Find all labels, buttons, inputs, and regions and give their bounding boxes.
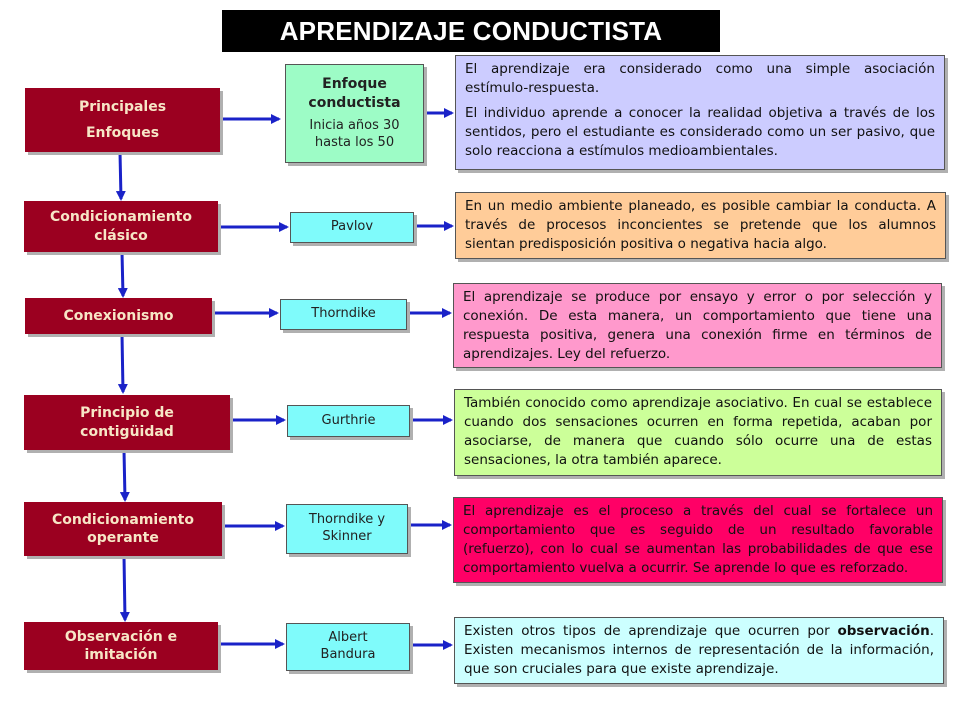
author-gurthrie — [287, 405, 410, 437]
enfoque-conductista-box — [285, 64, 424, 163]
concept-label: operante — [87, 530, 159, 546]
desc-condicionamiento-clasico — [455, 192, 946, 259]
desc-text: En un medio ambiente planeado, es posible cambiar la conducta. A través de procesos inconcientes se pretende que los alumnos sientan predisposición positiva o negativa hacia algo. — [465, 198, 936, 252]
author-label: Albert Bandura — [320, 630, 376, 662]
concept-label: Condicionamiento — [50, 209, 192, 226]
desc-text-post: . Existen mecanismos internos de representación de la información, que son cruciales para que existe aprendizaje. — [464, 623, 934, 677]
page-title: APRENDIZAJE CONDUCTISTA — [222, 10, 720, 52]
desc-text: El aprendizaje se produce por ensayo y error o por selección y conexión. De esta manera, un comportamiento que tiene una respuesta positiva, genera una conexión firme en términos de aprendizajes. Ley del refuerzo. — [463, 289, 932, 362]
enfoque-period: Inicia años 30 hasta los 50 — [309, 117, 400, 150]
concept-label: imitación — [84, 647, 158, 663]
desc-text-pre: Existen otros tipos de aprendizaje que ocurren por — [464, 623, 838, 639]
concept-principales-enfoques — [25, 88, 220, 152]
concept-principio-contiguidad — [24, 395, 230, 450]
author-albert-bandura — [286, 623, 410, 671]
concept-condicionamiento-clasico — [24, 201, 218, 252]
desc-paragraph: El aprendizaje era considerado como una simple asociación estímulo-respuesta. — [465, 61, 935, 96]
enfoque-heading: Enfoque conductista — [308, 76, 401, 111]
concept-label: Condicionamiento — [52, 511, 194, 528]
desc-paragraph: El individuo aprende a conocer la realidad objetiva a través de los sentidos, pero el estudiante es considerado como un ser pasivo, que solo reacciona a estímulos medioambientales. — [465, 104, 935, 159]
arrow-down-4 — [124, 450, 125, 500]
author-label: Thorndike y Skinner — [308, 512, 386, 544]
arrow-down-1 — [120, 152, 121, 199]
desc-condicionamiento-operante — [453, 497, 943, 583]
concept-condicionamiento-operante — [24, 502, 222, 556]
desc-text-bold: observación — [837, 623, 930, 639]
concept-label: Observación e — [64, 628, 178, 645]
desc-text: El aprendizaje es el proceso a través del cual se fortalece un comportamiento que es seguido de un resultado favorable (refuerzo), con lo cual se aumentan las probabilidades de que ese comportamiento vuelva a ocurrir. Se aprende lo que es reforzado. — [463, 503, 933, 576]
arrow-down-3 — [122, 334, 123, 392]
arrow-down-2 — [122, 252, 123, 296]
desc-observacion-imitacion — [454, 617, 944, 684]
desc-text: También conocido como aprendizaje asociativo. En cual se establece cuando dos sensaciones ocurren en forma repetida, acaban por asociarse, de manera que cuando sólo ocurre una de estas sensaciones, la otra también aparece. — [464, 395, 932, 468]
concept-label: contigüidad — [80, 423, 174, 440]
concept-conexionismo — [25, 298, 212, 334]
author-label: Thorndike — [311, 306, 376, 322]
author-label: Pavlov — [330, 219, 374, 235]
desc-enfoque-conductista — [455, 55, 945, 170]
concept-label: clásico — [94, 227, 148, 244]
concept-label: Principales — [78, 98, 167, 115]
author-label: Gurthrie — [321, 412, 376, 428]
concept-label: Principio de — [80, 405, 174, 422]
concept-label: Enfoques — [85, 125, 160, 141]
concept-observacion-imitacion — [24, 622, 218, 670]
author-pavlov — [290, 212, 414, 243]
concept-label: Conexionismo — [63, 307, 174, 324]
desc-principio-contiguidad — [454, 389, 942, 476]
author-thorndike — [280, 299, 407, 330]
author-thorndike-skinner — [286, 504, 408, 554]
desc-conexionismo — [453, 283, 942, 368]
arrow-down-5 — [124, 556, 125, 620]
